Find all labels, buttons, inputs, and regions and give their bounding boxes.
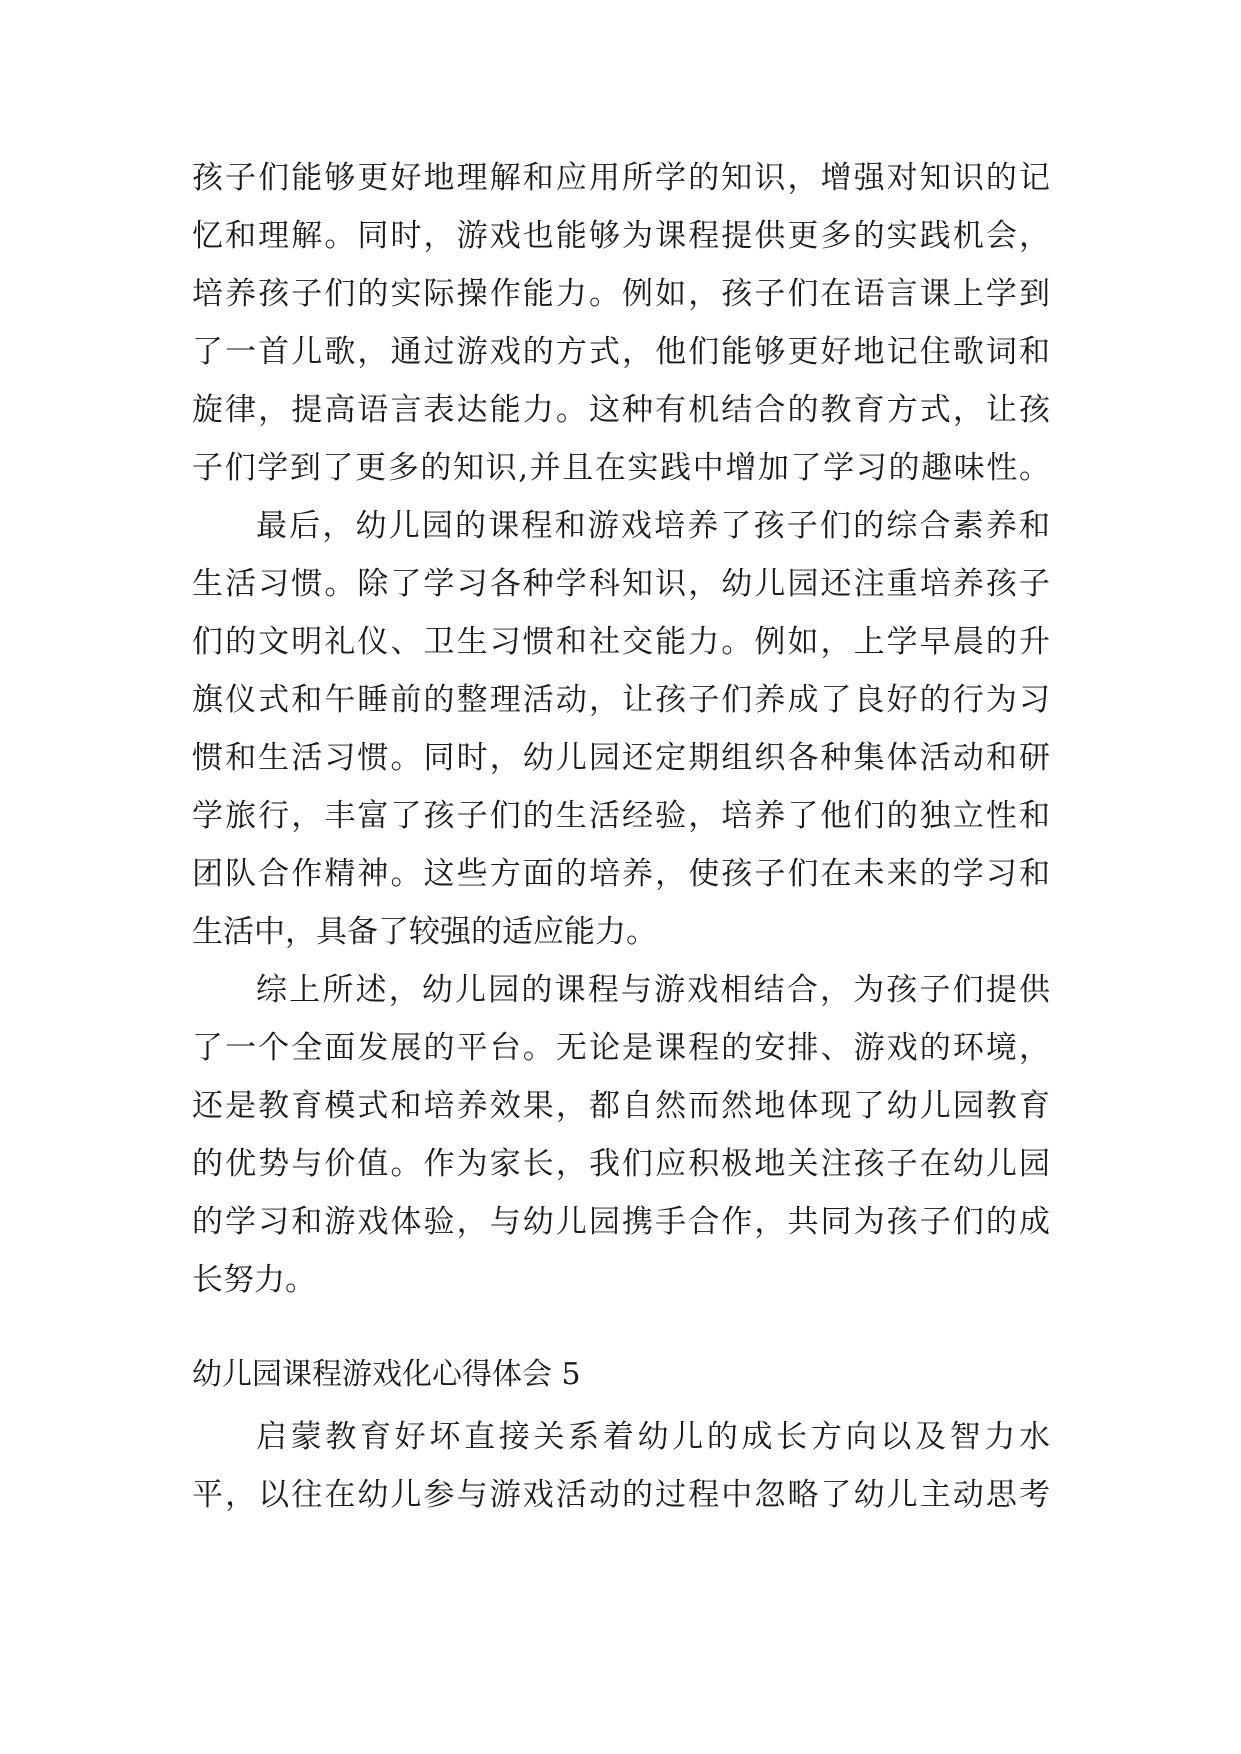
text-line: 惯和生活习惯。同时，幼儿园还定期组织各种集体活动和研 <box>192 740 1050 776</box>
text-line: 培养孩子们的实际操作能力。例如，孩子们在语言课上学到 <box>192 276 1050 312</box>
text-line: 生活习惯。除了学习各种学科知识，幼儿园还注重培养孩子 <box>192 566 1050 602</box>
text-line: 子们学到了更多的知识,并且在实践中增加了学习的趣味性。 <box>192 450 1050 486</box>
text-line: 了一个全面发展的平台。无论是课程的安排、游戏的环境， <box>192 1030 1050 1066</box>
text-line: 孩子们能够更好地理解和应用所学的知识，增强对知识的记 <box>192 160 1050 196</box>
text-line: 团队合作精神。这些方面的培养，使孩子们在未来的学习和 <box>192 856 1050 892</box>
text-line: 长努力。 <box>192 1262 316 1298</box>
text-line: 平，以往在幼儿参与游戏活动的过程中忽略了幼儿主动思考 <box>192 1477 1050 1513</box>
text-line: 了一首儿歌，通过游戏的方式，他们能够更好地记住歌词和 <box>192 334 1050 370</box>
section-heading: 幼儿园课程游戏化心得体会 5 <box>192 1357 581 1392</box>
text-line: 的学习和游戏体验，与幼儿园携手合作，共同为孩子们的成 <box>192 1204 1050 1240</box>
text-line: 最后，幼儿园的课程和游戏培养了孩子们的综合素养和 <box>256 508 1050 544</box>
text-line: 忆和理解。同时，游戏也能够为课程提供更多的实践机会， <box>192 218 1050 254</box>
text-line: 的优势与价值。作为家长，我们应积极地关注孩子在幼儿园 <box>192 1146 1050 1182</box>
text-line: 启蒙教育好坏直接关系着幼儿的成长方向以及智力水 <box>256 1419 1050 1455</box>
text-line: 学旅行，丰富了孩子们的生活经验，培养了他们的独立性和 <box>192 798 1050 834</box>
text-line: 综上所述，幼儿园的课程与游戏相结合，为孩子们提供 <box>256 972 1050 1008</box>
text-line: 还是教育模式和培养效果，都自然而然地体现了幼儿园教育 <box>192 1088 1050 1124</box>
text-line: 们的文明礼仪、卫生习惯和社交能力。例如，上学早晨的升 <box>192 624 1050 660</box>
text-line: 生活中，具备了较强的适应能力。 <box>192 914 657 950</box>
text-line: 旋律，提高语言表达能力。这种有机结合的教育方式，让孩 <box>192 392 1050 428</box>
text-line: 旗仪式和午睡前的整理活动，让孩子们养成了良好的行为习 <box>192 682 1050 718</box>
